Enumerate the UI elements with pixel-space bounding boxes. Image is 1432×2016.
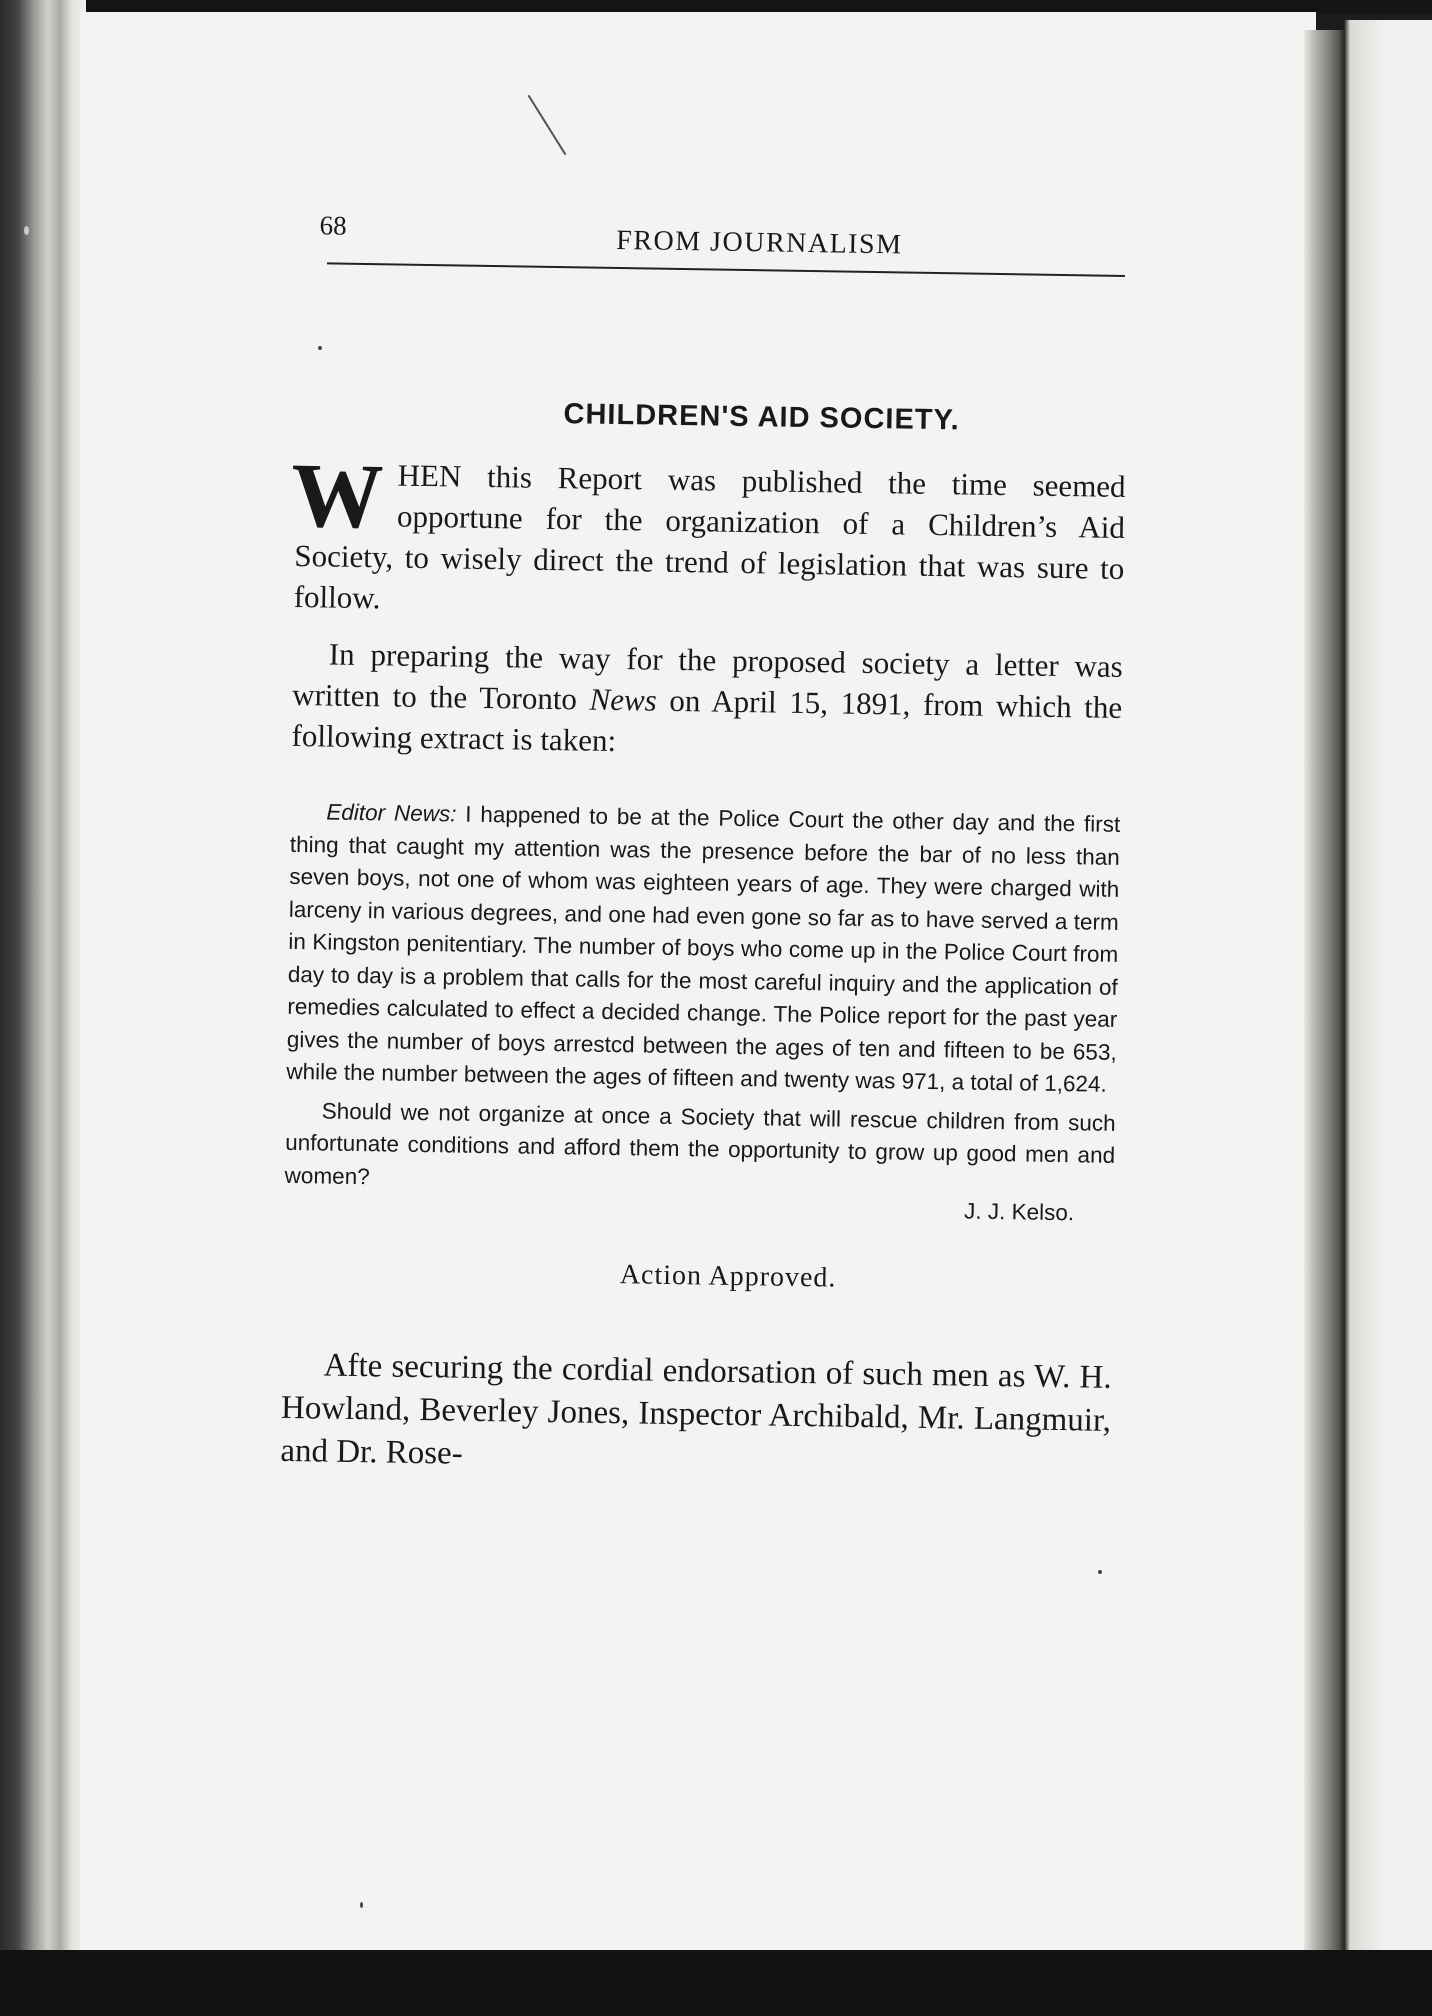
header-rule: [327, 262, 1125, 277]
paragraph: [291, 633, 1123, 769]
subsection-title: Action Approved.: [619, 1259, 837, 1294]
paragraph: Afte securing the cordial endorsation of such men as W. H. Howland, Beverley Jones, Inspector Archibald, Mr. Langmuir, and Dr. Rose-: [280, 1347, 1112, 1472]
section-body: [290, 443, 1126, 769]
running-title: FROM JOURNALISM: [616, 224, 903, 261]
drop-cap: W: [290, 443, 385, 548]
scan-bottom-border: [0, 1950, 1432, 2016]
book-left-edge: [0, 0, 86, 1960]
newspaper-name: News: [589, 681, 658, 718]
page-speck: [360, 1902, 363, 1908]
subsection-body: [280, 1344, 1112, 1486]
letter-text: I happened to be at the Police Court the other day and the first thing that caught my attention was the presence before the bar of no less than seven boys, not one of whom was eighteen years of age. They were charged with larceny in various degrees, and one had even gone so far as to have served a term in Kingston penitentiary. The number of boys who come up in the Police Court from day to day is a problem that calls for the most careful inquiry and the application of remedies calculated to effect a decided change. The Police report for the past year gives the number of boys arrestcd between the ages of ten and fifteen to be 653, while the number between the ages of fifteen and twenty was 971, a total of 1,624.: [286, 801, 1121, 1097]
letter-paragraph: Should we not organize at once a Society that will rescue children from such unfortunate conditions and afford them the opportunity to grow up good men and women?: [284, 1097, 1116, 1189]
paragraph-text: In preparing the way for the proposed society a letter was written to the Toronto: [291, 636, 1124, 717]
letter-salutation: Editor News:: [326, 799, 457, 827]
paragraph-text: HEN this Report was published the time seemed opportune for the organization of a Children’s Aid Society, to wisely direct the trend of legislation that was sure to follow.: [293, 457, 1126, 616]
letter-paragraph: [286, 796, 1120, 1102]
page-number: 68: [319, 210, 347, 241]
paragraph-text: on April 15, 1891, from which the following extract is taken:: [291, 682, 1123, 759]
running-head: [299, 200, 1130, 289]
page-speck: [1098, 1570, 1102, 1574]
letter-extract: [284, 796, 1120, 1205]
letter-signature: J. J. Kelso.: [963, 1198, 1075, 1226]
facing-page-edge: [1344, 20, 1432, 1955]
section-title: CHILDREN'S AID SOCIETY.: [563, 398, 960, 437]
paragraph: [290, 443, 1126, 630]
page-content: [280, 200, 1130, 1486]
page-speck: [24, 226, 29, 235]
book-gutter: [1304, 30, 1344, 1960]
